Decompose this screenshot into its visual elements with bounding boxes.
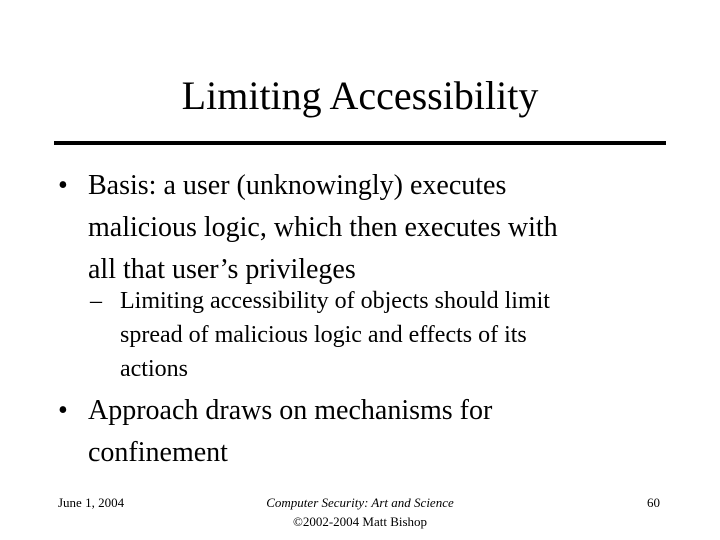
title-underline — [54, 141, 666, 145]
footer-course-title: Computer Security: Art and Science — [266, 495, 454, 510]
sub-bullet-marker: – — [90, 288, 102, 314]
bullet-text-line: confinement — [88, 437, 228, 468]
bullet-marker: • — [58, 170, 68, 201]
bullet-text-line: Basis: a user (unknowingly) executes — [88, 170, 507, 201]
bullet-text-line: malicious logic, which then executes with — [88, 212, 558, 243]
sub-bullet-text-line: Limiting accessibility of objects should limit — [120, 288, 550, 314]
footer-copyright: ©2002-2004 Matt Bishop — [292, 514, 428, 529]
bullet-basis — [54, 165, 664, 291]
footer-page-number: 60 — [647, 495, 660, 510]
footer-credits — [200, 493, 520, 531]
sub-bullet-text-line: spread of malicious logic and effects of its — [120, 322, 527, 348]
bullet-approach — [54, 390, 664, 474]
bullet-marker: • — [58, 395, 68, 426]
bullet-text-line: Approach draws on mechanisms for — [88, 395, 493, 426]
slide-title: Limiting Accessibility — [181, 73, 539, 118]
bullet-text-line: all that user’s privileges — [88, 254, 356, 285]
footer-date: June 1, 2004 — [58, 495, 125, 510]
sub-bullet-text-line: actions — [120, 356, 188, 382]
sub-bullet-limiting-accessibility — [90, 284, 670, 386]
